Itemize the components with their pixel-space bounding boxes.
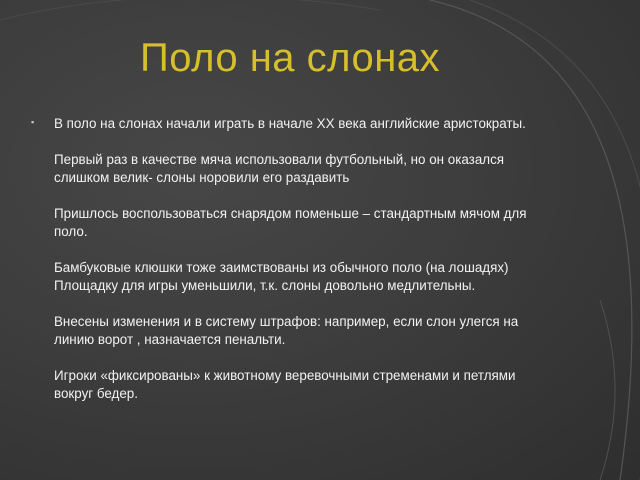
arc-lower xyxy=(600,300,615,480)
arc-top-left xyxy=(0,0,380,20)
paragraph: В поло на слонах начали играть в начале XX века английские аристократы. xyxy=(54,116,526,131)
slide-body xyxy=(28,115,553,403)
slide-title: Поло на слонах xyxy=(139,36,441,80)
paragraph: Внесены изменения и в систему штрафов: например, если слон улегся на линию ворот , назначается пенальти. xyxy=(54,314,519,347)
paragraph: Первый раз в качестве мяча использовали футбольный, но он оказался слишком велик- слоны норовили его раздавить xyxy=(54,152,505,185)
paragraph: Игроки «фиксированы» к животному веревочными стременами и петлями вокруг бедер. xyxy=(54,368,516,401)
bullet-item xyxy=(28,115,553,403)
square-bullet-icon: ▪ xyxy=(31,117,35,127)
paragraph: Пришлось воспользоваться снарядом поменьше – стандартным мячом для поло. xyxy=(54,206,527,239)
paragraph: Бамбуковые клюшки тоже заимствованы из обычного поло (на лошадях) Площадку для игры уменьшили, т.к. слоны довольно медлительны. xyxy=(54,260,509,293)
